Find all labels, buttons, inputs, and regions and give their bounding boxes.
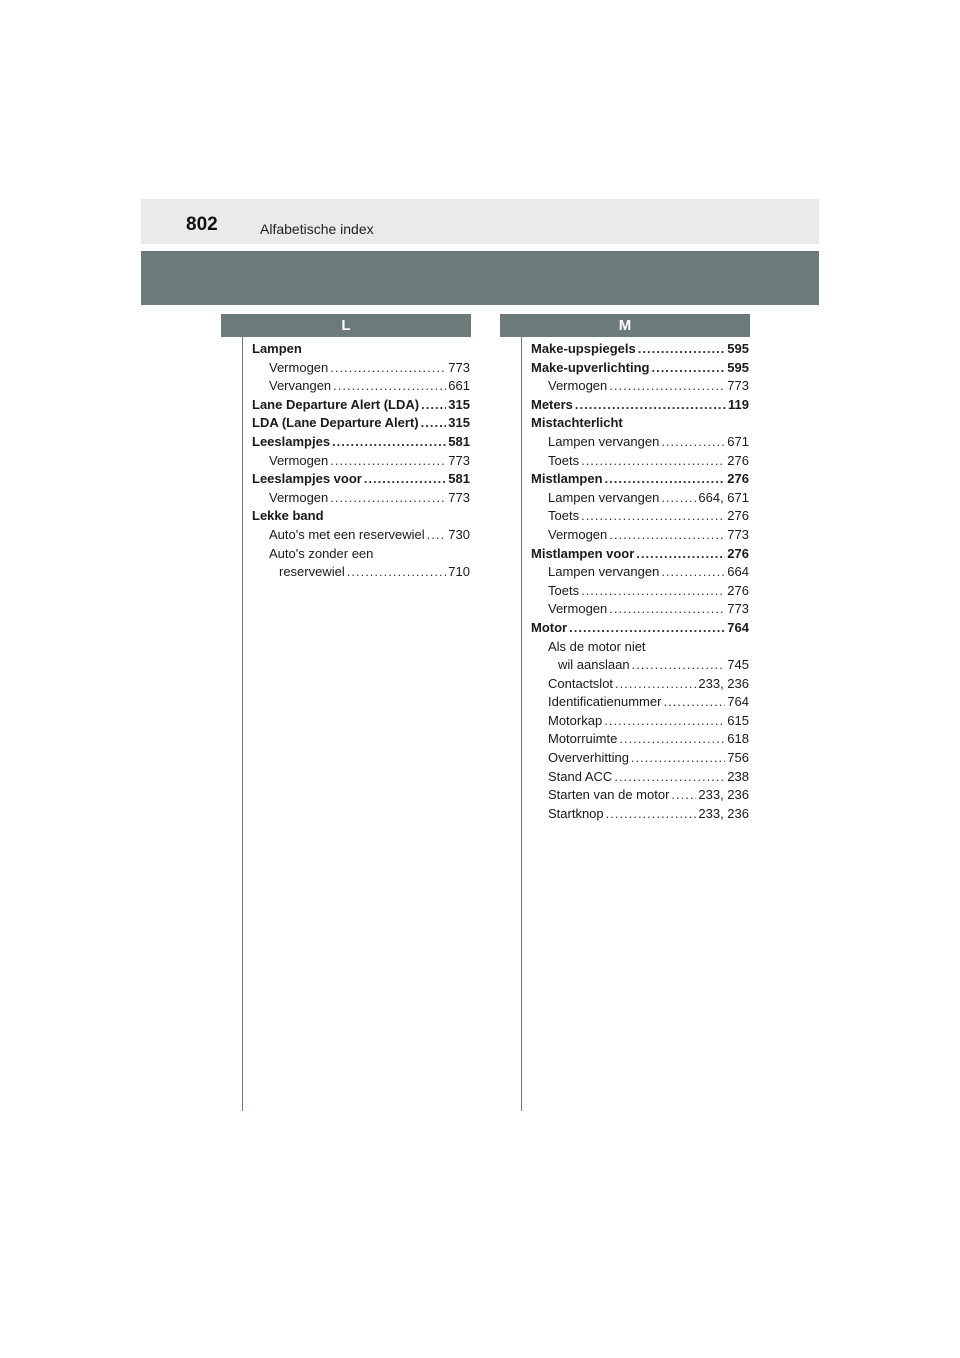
index-entry <box>252 396 470 415</box>
entry-term: Identificatienummer <box>548 694 662 710</box>
index-entry <box>531 377 749 396</box>
dot-leader <box>651 359 725 378</box>
entry-page: 618 <box>727 731 749 747</box>
entry-term: Vermogen <box>548 378 608 394</box>
index-entry <box>531 786 749 805</box>
dot-leader <box>614 768 725 787</box>
dot-leader <box>619 730 725 749</box>
entry-page: 615 <box>727 712 749 728</box>
dot-leader <box>347 563 447 582</box>
dot-leader <box>609 600 725 619</box>
dot-leader <box>421 396 446 415</box>
dot-leader <box>604 712 725 731</box>
entry-page: 710 <box>448 564 470 580</box>
section-title: Alfabetische index <box>260 221 374 237</box>
dot-leader <box>575 396 726 415</box>
entry-page: 664 <box>727 564 749 580</box>
entry-term: Toets <box>548 582 580 598</box>
entry-page: 595 <box>727 359 749 375</box>
entry-term: Auto's met een reservewiel <box>269 526 425 542</box>
entry-term: Vermogen <box>269 489 329 505</box>
dot-leader <box>569 619 725 638</box>
index-entry <box>531 656 749 675</box>
column-rule-m <box>521 337 522 1111</box>
entry-page: 671 <box>727 433 749 449</box>
entry-page: 315 <box>448 415 470 431</box>
page-header <box>141 199 819 244</box>
entry-term: Leeslampjes <box>252 433 331 449</box>
index-entry <box>252 433 470 452</box>
entry-term: Stand ACC <box>548 768 613 784</box>
entry-term: reservewiel <box>279 564 345 580</box>
letter-tab-m: M <box>500 314 750 337</box>
entry-term: Vervangen <box>269 378 332 394</box>
entry-page: 764 <box>727 694 749 710</box>
index-entry <box>252 489 470 508</box>
index-entry <box>252 526 470 545</box>
index-entry <box>531 545 749 564</box>
index-entry <box>252 359 470 378</box>
entry-page: 773 <box>727 601 749 617</box>
index-entry <box>252 470 470 489</box>
index-entry <box>531 638 749 657</box>
entry-term: Vermogen <box>269 359 329 375</box>
entry-page: 119 <box>728 396 749 412</box>
entry-page: 233, 236 <box>698 805 749 821</box>
index-entry <box>531 414 749 433</box>
dot-leader <box>421 414 447 433</box>
entry-page: 773 <box>727 526 749 542</box>
dot-leader <box>333 377 446 396</box>
index-column-l <box>252 340 470 582</box>
index-entry <box>252 377 470 396</box>
index-entry <box>531 805 749 824</box>
entry-page: 773 <box>448 452 470 468</box>
entry-page: 756 <box>727 750 749 766</box>
entry-term: Make-upverlichting <box>531 359 650 375</box>
index-entry <box>531 749 749 768</box>
page-number: 802 <box>186 214 218 235</box>
entry-term: Contactslot <box>548 675 614 691</box>
entry-page: 276 <box>727 452 749 468</box>
index-entry <box>531 693 749 712</box>
dot-leader <box>605 470 726 489</box>
dot-leader <box>661 433 725 452</box>
entry-page: 233, 236 <box>698 787 749 803</box>
dot-leader <box>609 526 725 545</box>
entry-page: 664, 671 <box>698 489 749 505</box>
entry-term: Toets <box>548 508 580 524</box>
dot-leader <box>638 340 726 359</box>
entry-term: Meters <box>531 396 573 412</box>
dot-leader <box>632 656 726 675</box>
entry-term: Startknop <box>548 805 604 821</box>
entry-page: 581 <box>448 471 470 487</box>
entry-page: 773 <box>448 489 470 505</box>
index-entry <box>531 526 749 545</box>
entry-page: 773 <box>448 359 470 375</box>
index-entry <box>531 489 749 508</box>
column-rule-l <box>242 337 243 1111</box>
entry-page: 773 <box>727 378 749 394</box>
dot-leader <box>581 452 725 471</box>
entry-term: Motor <box>531 619 568 635</box>
index-entry <box>531 675 749 694</box>
index-entry <box>252 414 470 433</box>
index-entry <box>531 359 749 378</box>
dot-leader <box>609 377 725 396</box>
dot-leader <box>661 563 725 582</box>
dot-leader <box>330 489 446 508</box>
index-entry <box>531 470 749 489</box>
entry-page: 276 <box>727 582 749 598</box>
index-entry <box>531 396 749 415</box>
entry-term: Als de motor niet <box>548 638 646 654</box>
header-band <box>141 251 819 305</box>
index-entry <box>252 507 470 526</box>
entry-term: Mistlampen <box>531 471 603 487</box>
entry-page: 276 <box>727 471 749 487</box>
index-entry <box>531 452 749 471</box>
dot-leader <box>606 805 697 824</box>
entry-term: Lekke band <box>252 508 324 524</box>
index-entry <box>531 340 749 359</box>
dot-leader <box>615 675 696 694</box>
entry-page: 764 <box>727 619 749 635</box>
dot-leader <box>663 693 725 712</box>
entry-term: Lane Departure Alert (LDA) <box>252 396 420 412</box>
index-entry <box>531 712 749 731</box>
entry-term: Mistachterlicht <box>531 415 623 431</box>
entry-term: Toets <box>548 452 580 468</box>
entry-page: 276 <box>727 508 749 524</box>
entry-term: Make-upspiegels <box>531 341 636 356</box>
index-entry <box>531 768 749 787</box>
entry-term: Motorkap <box>548 712 603 728</box>
entry-term: Lampen vervangen <box>548 433 660 449</box>
entry-term: Oververhitting <box>548 750 629 766</box>
index-entry <box>252 340 470 359</box>
entry-page: 745 <box>727 657 749 673</box>
entry-page: 276 <box>727 545 749 561</box>
entry-term: LDA (Lane Departure Alert) <box>252 415 419 431</box>
entry-term: Leeslampjes voor <box>252 471 362 487</box>
index-entry <box>531 582 749 601</box>
index-entry <box>531 600 749 619</box>
index-entry <box>531 563 749 582</box>
index-entry <box>531 730 749 749</box>
dot-leader <box>581 507 725 526</box>
index-entry <box>531 507 749 526</box>
dot-leader <box>631 749 725 768</box>
dot-leader <box>581 582 725 601</box>
entry-term: Motorruimte <box>548 731 618 747</box>
dot-leader <box>330 359 446 378</box>
entry-term: Auto's zonder een <box>269 545 374 561</box>
entry-term: Starten van de motor <box>548 787 670 803</box>
entry-page: 661 <box>448 378 470 394</box>
entry-page: 233, 236 <box>698 675 749 691</box>
dot-leader <box>661 489 696 508</box>
entry-page: 730 <box>448 526 470 542</box>
entry-page: 595 <box>727 341 749 356</box>
entry-term: Lampen vervangen <box>548 564 660 580</box>
index-entry <box>252 545 470 564</box>
entry-term: Vermogen <box>269 452 329 468</box>
dot-leader <box>332 433 446 452</box>
entry-term: Lampen vervangen <box>548 489 660 505</box>
letter-tab-l: L <box>221 314 471 337</box>
entry-term: Lampen <box>252 341 302 356</box>
dot-leader <box>671 786 696 805</box>
entry-term: Mistlampen voor <box>531 545 635 561</box>
dot-leader <box>636 545 725 564</box>
index-entry <box>252 563 470 582</box>
entry-term: Vermogen <box>548 526 608 542</box>
entry-page: 315 <box>448 396 470 412</box>
index-column-m <box>531 340 749 823</box>
entry-page: 581 <box>448 433 470 449</box>
dot-leader <box>364 470 446 489</box>
dot-leader <box>427 526 447 545</box>
entry-term: wil aanslaan <box>558 657 630 673</box>
index-entry <box>252 452 470 471</box>
index-entry <box>531 619 749 638</box>
dot-leader <box>330 452 446 471</box>
entry-term: Vermogen <box>548 601 608 617</box>
index-entry <box>531 433 749 452</box>
entry-page: 238 <box>727 768 749 784</box>
